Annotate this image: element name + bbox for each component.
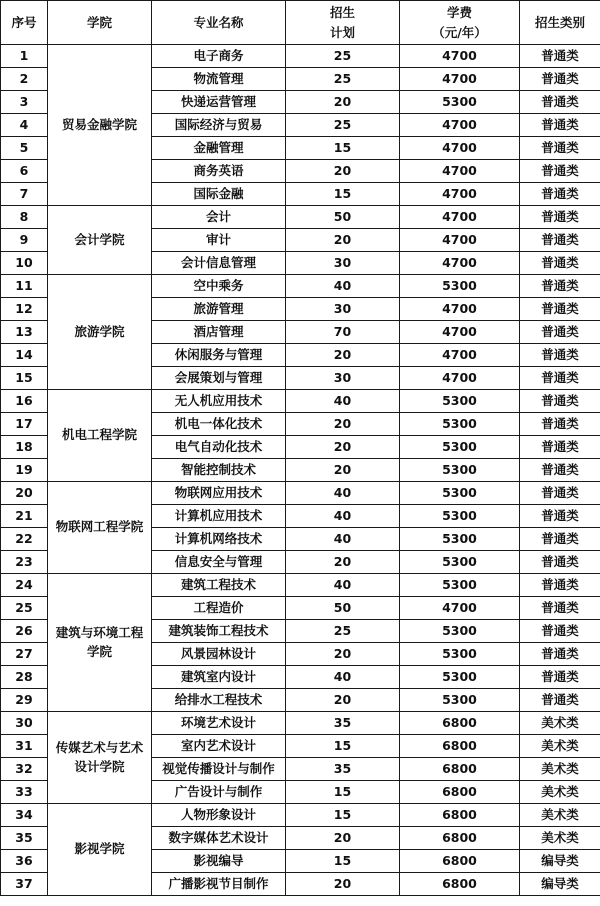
cell-fee: 6800	[400, 804, 520, 827]
cell-category: 普通类	[520, 91, 600, 114]
cell-plan: 20	[286, 160, 400, 183]
cell-seq: 36	[1, 850, 48, 873]
cell-major: 给排水工程技术	[152, 689, 286, 712]
header-plan-line2: 计划	[329, 24, 355, 40]
cell-category: 普通类	[520, 390, 600, 413]
cell-seq: 3	[1, 91, 48, 114]
cell-major: 建筑室内设计	[152, 666, 286, 689]
cell-plan: 25	[286, 620, 400, 643]
cell-plan: 50	[286, 597, 400, 620]
cell-college: 旅游学院	[48, 275, 152, 390]
header-college: 学院	[48, 1, 152, 45]
cell-fee: 5300	[400, 551, 520, 574]
cell-plan: 20	[286, 413, 400, 436]
cell-seq: 23	[1, 551, 48, 574]
cell-category: 普通类	[520, 666, 600, 689]
cell-seq: 14	[1, 344, 48, 367]
cell-seq: 4	[1, 114, 48, 137]
cell-seq: 11	[1, 275, 48, 298]
cell-major: 计算机应用技术	[152, 505, 286, 528]
header-row	[1, 1, 600, 45]
cell-category: 普通类	[520, 206, 600, 229]
cell-major: 物流管理	[152, 68, 286, 91]
cell-major: 国际金融	[152, 183, 286, 206]
cell-college: 建筑与环境工程学院	[48, 574, 152, 712]
cell-fee: 4700	[400, 298, 520, 321]
cell-college: 贸易金融学院	[48, 45, 152, 206]
cell-category: 普通类	[520, 436, 600, 459]
cell-fee: 6800	[400, 873, 520, 896]
cell-seq: 18	[1, 436, 48, 459]
header-plan-line1: 招生	[329, 5, 355, 21]
cell-plan: 35	[286, 758, 400, 781]
cell-fee: 6800	[400, 735, 520, 758]
cell-plan: 20	[286, 459, 400, 482]
cell-seq: 15	[1, 367, 48, 390]
cell-plan: 20	[286, 551, 400, 574]
cell-category: 普通类	[520, 275, 600, 298]
cell-major: 电气自动化技术	[152, 436, 286, 459]
cell-fee: 4700	[400, 114, 520, 137]
cell-fee: 5300	[400, 620, 520, 643]
cell-plan: 30	[286, 252, 400, 275]
cell-plan: 20	[286, 229, 400, 252]
cell-plan: 40	[286, 574, 400, 597]
cell-seq: 31	[1, 735, 48, 758]
cell-seq: 30	[1, 712, 48, 735]
cell-category: 普通类	[520, 620, 600, 643]
cell-plan: 40	[286, 666, 400, 689]
cell-fee: 5300	[400, 413, 520, 436]
cell-category: 美术类	[520, 781, 600, 804]
cell-fee: 4700	[400, 183, 520, 206]
cell-seq: 1	[1, 45, 48, 68]
cell-plan: 40	[286, 505, 400, 528]
cell-seq: 19	[1, 459, 48, 482]
cell-plan: 15	[286, 735, 400, 758]
cell-seq: 29	[1, 689, 48, 712]
cell-college: 传媒艺术与艺术设计学院	[48, 712, 152, 804]
table-row	[1, 712, 600, 735]
cell-major: 广告设计与制作	[152, 781, 286, 804]
cell-category: 普通类	[520, 321, 600, 344]
cell-seq: 5	[1, 137, 48, 160]
header-major: 专业名称	[152, 1, 286, 45]
cell-major: 金融管理	[152, 137, 286, 160]
cell-fee: 5300	[400, 666, 520, 689]
cell-plan: 25	[286, 114, 400, 137]
cell-major: 风景园林设计	[152, 643, 286, 666]
cell-plan: 15	[286, 183, 400, 206]
cell-plan: 20	[286, 344, 400, 367]
cell-seq: 21	[1, 505, 48, 528]
cell-seq: 26	[1, 620, 48, 643]
cell-major: 数字媒体艺术设计	[152, 827, 286, 850]
cell-category: 普通类	[520, 528, 600, 551]
cell-category: 普通类	[520, 505, 600, 528]
cell-seq: 2	[1, 68, 48, 91]
cell-plan: 20	[286, 827, 400, 850]
cell-plan: 30	[286, 298, 400, 321]
cell-seq: 12	[1, 298, 48, 321]
cell-fee: 5300	[400, 436, 520, 459]
cell-plan: 20	[286, 91, 400, 114]
cell-fee: 4700	[400, 367, 520, 390]
table-row	[1, 45, 600, 68]
cell-fee: 5300	[400, 91, 520, 114]
cell-seq: 32	[1, 758, 48, 781]
cell-fee: 6800	[400, 781, 520, 804]
header-fee	[400, 1, 520, 45]
table-row	[1, 574, 600, 597]
cell-plan: 40	[286, 528, 400, 551]
cell-category: 普通类	[520, 344, 600, 367]
cell-plan: 15	[286, 850, 400, 873]
cell-plan: 50	[286, 206, 400, 229]
cell-fee: 6800	[400, 758, 520, 781]
cell-fee: 4700	[400, 68, 520, 91]
cell-plan: 40	[286, 482, 400, 505]
cell-major: 人物形象设计	[152, 804, 286, 827]
cell-seq: 35	[1, 827, 48, 850]
cell-seq: 8	[1, 206, 48, 229]
cell-major: 信息安全与管理	[152, 551, 286, 574]
header-fee-line1: 学费	[446, 5, 472, 21]
cell-fee: 5300	[400, 689, 520, 712]
cell-major: 广播影视节目制作	[152, 873, 286, 896]
cell-fee: 6800	[400, 827, 520, 850]
cell-category: 编导类	[520, 850, 600, 873]
cell-category: 普通类	[520, 183, 600, 206]
cell-major: 建筑装饰工程技术	[152, 620, 286, 643]
cell-fee: 6800	[400, 850, 520, 873]
cell-major: 建筑工程技术	[152, 574, 286, 597]
cell-category: 普通类	[520, 689, 600, 712]
cell-category: 普通类	[520, 482, 600, 505]
cell-category: 美术类	[520, 827, 600, 850]
cell-plan: 35	[286, 712, 400, 735]
table-row	[1, 390, 600, 413]
cell-major: 休闲服务与管理	[152, 344, 286, 367]
cell-fee: 5300	[400, 505, 520, 528]
cell-seq: 9	[1, 229, 48, 252]
cell-plan: 20	[286, 873, 400, 896]
cell-fee: 6800	[400, 712, 520, 735]
header-fee-line2: （元/年）	[432, 24, 487, 40]
cell-major: 计算机网络技术	[152, 528, 286, 551]
cell-category: 普通类	[520, 45, 600, 68]
cell-plan: 15	[286, 804, 400, 827]
cell-major: 环境艺术设计	[152, 712, 286, 735]
cell-seq: 28	[1, 666, 48, 689]
header-category: 招生类别	[520, 1, 600, 45]
header-plan	[286, 1, 400, 45]
cell-category: 普通类	[520, 597, 600, 620]
cell-fee: 4700	[400, 321, 520, 344]
cell-major: 空中乘务	[152, 275, 286, 298]
table-body	[1, 45, 600, 896]
cell-major: 物联网应用技术	[152, 482, 286, 505]
cell-seq: 16	[1, 390, 48, 413]
cell-plan: 15	[286, 137, 400, 160]
cell-category: 编导类	[520, 873, 600, 896]
cell-major: 快递运营管理	[152, 91, 286, 114]
cell-category: 美术类	[520, 712, 600, 735]
cell-fee: 4700	[400, 344, 520, 367]
cell-major: 会展策划与管理	[152, 367, 286, 390]
cell-seq: 24	[1, 574, 48, 597]
cell-plan: 15	[286, 781, 400, 804]
table-row	[1, 804, 600, 827]
cell-plan: 20	[286, 689, 400, 712]
cell-major: 室内艺术设计	[152, 735, 286, 758]
cell-major: 酒店管理	[152, 321, 286, 344]
cell-fee: 4700	[400, 206, 520, 229]
cell-plan: 20	[286, 643, 400, 666]
cell-seq: 37	[1, 873, 48, 896]
cell-seq: 20	[1, 482, 48, 505]
cell-plan: 20	[286, 436, 400, 459]
cell-plan: 40	[286, 390, 400, 413]
cell-seq: 7	[1, 183, 48, 206]
cell-plan: 25	[286, 45, 400, 68]
table-row	[1, 482, 600, 505]
cell-plan: 30	[286, 367, 400, 390]
cell-fee: 5300	[400, 459, 520, 482]
cell-seq: 25	[1, 597, 48, 620]
cell-fee: 4700	[400, 229, 520, 252]
cell-category: 美术类	[520, 804, 600, 827]
cell-plan: 70	[286, 321, 400, 344]
cell-category: 普通类	[520, 114, 600, 137]
cell-category: 美术类	[520, 735, 600, 758]
cell-seq: 17	[1, 413, 48, 436]
cell-category: 普通类	[520, 367, 600, 390]
cell-category: 普通类	[520, 68, 600, 91]
cell-fee: 5300	[400, 528, 520, 551]
cell-fee: 5300	[400, 275, 520, 298]
cell-fee: 4700	[400, 252, 520, 275]
header-seq: 序号	[1, 1, 48, 45]
cell-major: 电子商务	[152, 45, 286, 68]
cell-seq: 27	[1, 643, 48, 666]
cell-category: 普通类	[520, 229, 600, 252]
cell-plan: 25	[286, 68, 400, 91]
cell-fee: 5300	[400, 482, 520, 505]
cell-major: 会计	[152, 206, 286, 229]
cell-category: 普通类	[520, 574, 600, 597]
cell-major: 视觉传播设计与制作	[152, 758, 286, 781]
cell-fee: 5300	[400, 390, 520, 413]
cell-category: 普通类	[520, 252, 600, 275]
cell-major: 审计	[152, 229, 286, 252]
cell-seq: 6	[1, 160, 48, 183]
cell-fee: 5300	[400, 574, 520, 597]
cell-major: 智能控制技术	[152, 459, 286, 482]
cell-fee: 4700	[400, 160, 520, 183]
cell-major: 会计信息管理	[152, 252, 286, 275]
cell-fee: 4700	[400, 45, 520, 68]
cell-college: 机电工程学院	[48, 390, 152, 482]
cell-seq: 33	[1, 781, 48, 804]
cell-major: 商务英语	[152, 160, 286, 183]
cell-major: 旅游管理	[152, 298, 286, 321]
cell-seq: 13	[1, 321, 48, 344]
table-row	[1, 206, 600, 229]
cell-major: 影视编导	[152, 850, 286, 873]
cell-college: 影视学院	[48, 804, 152, 896]
cell-category: 普通类	[520, 298, 600, 321]
cell-major: 机电一体化技术	[152, 413, 286, 436]
cell-seq: 34	[1, 804, 48, 827]
cell-fee: 4700	[400, 597, 520, 620]
cell-category: 普通类	[520, 551, 600, 574]
cell-major: 工程造价	[152, 597, 286, 620]
cell-category: 普通类	[520, 413, 600, 436]
cell-college: 会计学院	[48, 206, 152, 275]
cell-major: 无人机应用技术	[152, 390, 286, 413]
cell-category: 美术类	[520, 758, 600, 781]
cell-category: 普通类	[520, 137, 600, 160]
cell-major: 国际经济与贸易	[152, 114, 286, 137]
cell-college: 物联网工程学院	[48, 482, 152, 574]
cell-fee: 5300	[400, 643, 520, 666]
cell-fee: 4700	[400, 137, 520, 160]
cell-category: 普通类	[520, 459, 600, 482]
cell-seq: 22	[1, 528, 48, 551]
cell-category: 普通类	[520, 160, 600, 183]
cell-category: 普通类	[520, 643, 600, 666]
cell-seq: 10	[1, 252, 48, 275]
cell-plan: 40	[286, 275, 400, 298]
table-row	[1, 275, 600, 298]
